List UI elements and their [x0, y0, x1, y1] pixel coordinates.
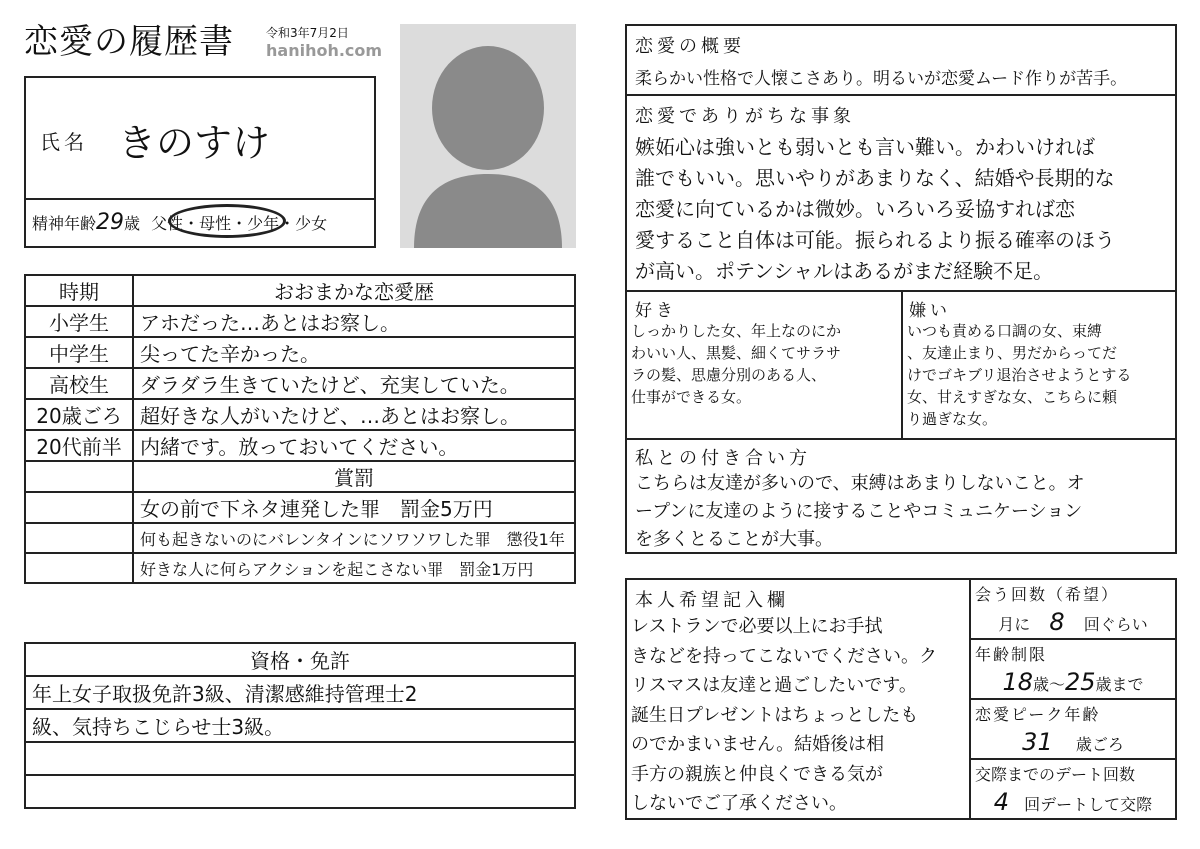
- events-text: [635, 132, 1115, 287]
- license-line: [25, 775, 575, 808]
- wishes-line: しないでご了承ください。: [631, 793, 847, 814]
- award-cell: 何も起きないのにバレンタインにソワソワした罪 懲役1年: [133, 523, 575, 553]
- history-table: [24, 274, 576, 584]
- choice-separator: ・: [231, 214, 248, 233]
- table-row: [25, 742, 575, 775]
- award-cell: 女の前で下ネタ連発した罪 罰金5万円: [133, 492, 575, 523]
- history-cell: 尖ってた辛かった。: [133, 337, 575, 368]
- table-row: [25, 368, 575, 399]
- wishes-line: きなどを持ってこないでください。ク: [631, 645, 937, 667]
- dislikes-line: 、友達止まり、男だからってだ: [907, 344, 1118, 362]
- period-cell: 20歳ごろ: [25, 399, 133, 430]
- empty-cell: [25, 492, 133, 523]
- profile-details-box: [625, 24, 1177, 554]
- choice-father-mother: 父性・母性: [151, 214, 232, 233]
- peak-age-suffix: 歳ごろ: [1075, 735, 1124, 754]
- peak-age-label: 恋愛ピーク年齢: [975, 705, 1101, 724]
- licenses-header: 資格・免許: [25, 643, 575, 676]
- divider: [901, 290, 903, 438]
- likes-title: 好き: [635, 301, 677, 321]
- events-line: 愛すること自体は可能。振られるより振る確率のほう: [635, 228, 1115, 252]
- header-period: 時期: [25, 275, 133, 306]
- license-line: 年上女子取扱免許3級、清潔感維持管理士2: [25, 676, 575, 709]
- date-count-value: 4: [993, 788, 1010, 816]
- wishes-line: のでかまいません。結婚後は相: [631, 734, 885, 755]
- wishes-box: [625, 578, 1177, 820]
- likes-text: [631, 320, 841, 408]
- name-value: きのすけ: [118, 121, 271, 165]
- age-limit-label: 年齢制限: [975, 645, 1048, 664]
- meet-count-value: 8: [1049, 608, 1065, 636]
- wishes-line: レストランで必要以上にお手拭: [631, 616, 883, 637]
- meet-count-cell: [969, 580, 1175, 640]
- name-section: [24, 76, 376, 248]
- empty-cell: [25, 553, 133, 583]
- likes-line: 仕事ができる女。: [631, 388, 752, 406]
- license-line: 級、気持ちこじらせ士3級。: [25, 709, 575, 742]
- site-name: hanihoh.com: [266, 41, 383, 60]
- likes-line: しっかりした女、年上なのにか: [631, 322, 842, 340]
- meet-suffix: 回ぐらい: [1083, 615, 1148, 634]
- events-line: が高い。ポテンシャルはあるがまだ経験不足。: [635, 259, 1054, 283]
- age-unit: 歳: [124, 214, 141, 233]
- person-silhouette-icon: [400, 24, 576, 248]
- events-title: 恋愛でありがちな事象: [635, 106, 855, 127]
- table-row: [25, 337, 575, 368]
- age-unit-until: 歳まで: [1095, 675, 1144, 694]
- empty-cell: [25, 461, 133, 492]
- age-limit-value-line: [971, 668, 1175, 696]
- history-cell: ダラダラ生きていたけど、充実していた。: [133, 368, 575, 399]
- licenses-table: [24, 642, 576, 809]
- relationship-line: こちらは友達が多いので、束縛はあまりしないこと。オ: [635, 473, 1085, 494]
- date-count-value-line: [971, 788, 1175, 816]
- dislikes-line: 女、甘えすぎな女、こちらに頼: [907, 388, 1118, 406]
- relationship-title: 私との付き合い方: [635, 448, 811, 469]
- wishes-text: [631, 612, 967, 819]
- overview-text: 柔らかい性格で人懐こさあり。明るいが恋愛ムード作りが苦手。: [635, 69, 1128, 89]
- peak-age-cell: [969, 700, 1175, 760]
- table-row: [25, 775, 575, 808]
- divider: [26, 198, 374, 200]
- profile-photo: [400, 24, 576, 248]
- divider: [627, 438, 1175, 440]
- dislikes-line: り過ぎな女。: [907, 410, 998, 428]
- divider: [627, 94, 1175, 96]
- date-count-label: 交際までのデート回数: [975, 765, 1136, 784]
- table-header-row: [25, 275, 575, 306]
- history-cell: 超好きな人がいたけど、…あとはお察し。: [133, 399, 575, 430]
- wishes-title: 本人希望記入欄: [635, 590, 789, 611]
- mental-age-value: 29: [96, 210, 125, 235]
- period-cell: 高校生: [25, 368, 133, 399]
- peak-age-value-line: [971, 728, 1175, 756]
- document-date: 令和3年7月2日: [266, 26, 349, 40]
- table-row: [25, 430, 575, 461]
- age-max: 25: [1065, 668, 1096, 696]
- table-row: [25, 553, 575, 583]
- table-header-row: [25, 643, 575, 676]
- name-label: 氏名: [40, 130, 88, 154]
- peak-age-value: 31: [1022, 728, 1053, 756]
- page-title: 恋愛の履歴書: [24, 22, 234, 62]
- relationship-line: ープンに友達のように接することやコミュニケーション: [635, 501, 1083, 522]
- age-limit-cell: [969, 640, 1175, 700]
- age-min: 18: [1002, 668, 1033, 696]
- meet-count-label: 会う回数（希望）: [975, 585, 1120, 604]
- table-row: [25, 709, 575, 742]
- relationship-text: [635, 470, 1085, 554]
- meet-count-value-line: [971, 608, 1175, 636]
- events-line: 恋愛に向ているかは微妙。いろいろ妥協すれば恋: [635, 197, 1075, 221]
- mental-age-label: 精神年齢: [32, 214, 97, 233]
- date-count-cell: [969, 760, 1175, 818]
- dislikes-text: [907, 320, 1131, 430]
- license-line: [25, 742, 575, 775]
- events-line: 誰でもいい。思いやりがあまりなく、結婚や長期的な: [635, 166, 1115, 190]
- table-row: [25, 492, 575, 523]
- selection-circle: [168, 204, 286, 238]
- age-unit-range: 歳〜: [1032, 675, 1065, 694]
- table-row: [25, 306, 575, 337]
- table-row: [25, 399, 575, 430]
- likes-line: わいい人、黒髪、細くてサラサ: [631, 344, 842, 362]
- period-cell: 中学生: [25, 337, 133, 368]
- award-cell: 好きな人に何らアクションを起こさない罪 罰金1万円: [133, 553, 575, 583]
- wishes-line: 手方の親族と仲良くできる気が: [631, 763, 883, 785]
- awards-header-row: [25, 461, 575, 492]
- dislikes-title: 嫌い: [909, 301, 951, 321]
- choice-boy-girl: 少年・少女: [247, 214, 328, 233]
- relationship-line: を多くとることが大事。: [635, 529, 833, 550]
- empty-cell: [25, 523, 133, 553]
- dislikes-line: いつも責める口調の女、束縛: [907, 322, 1103, 340]
- wishes-line: リスマスは友達と過ごしたいです。: [631, 675, 917, 696]
- header-history: おおまかな恋愛歴: [133, 275, 575, 306]
- period-cell: 20代前半: [25, 430, 133, 461]
- awards-header: 賞罰: [133, 461, 575, 492]
- meet-prefix: 月に: [998, 615, 1031, 634]
- overview-title: 恋愛の概要: [635, 36, 745, 57]
- date-count-suffix: 回デートして交際: [1024, 795, 1153, 814]
- wishes-line: 誕生日プレゼントはちょっとしたも: [631, 704, 919, 726]
- table-row: [25, 523, 575, 553]
- dislikes-line: けでゴキブリ退治させようとする: [907, 366, 1132, 384]
- events-line: 嫉妬心は強いとも弱いとも言い難い。かわいければ: [635, 135, 1095, 159]
- history-cell: 内緒です。放っておいてください。: [133, 430, 575, 461]
- history-cell: アホだった…あとはお察し。: [133, 306, 575, 337]
- period-cell: 小学生: [25, 306, 133, 337]
- likes-line: ラの髪、思慮分別のある人、: [631, 366, 827, 384]
- table-row: [25, 676, 575, 709]
